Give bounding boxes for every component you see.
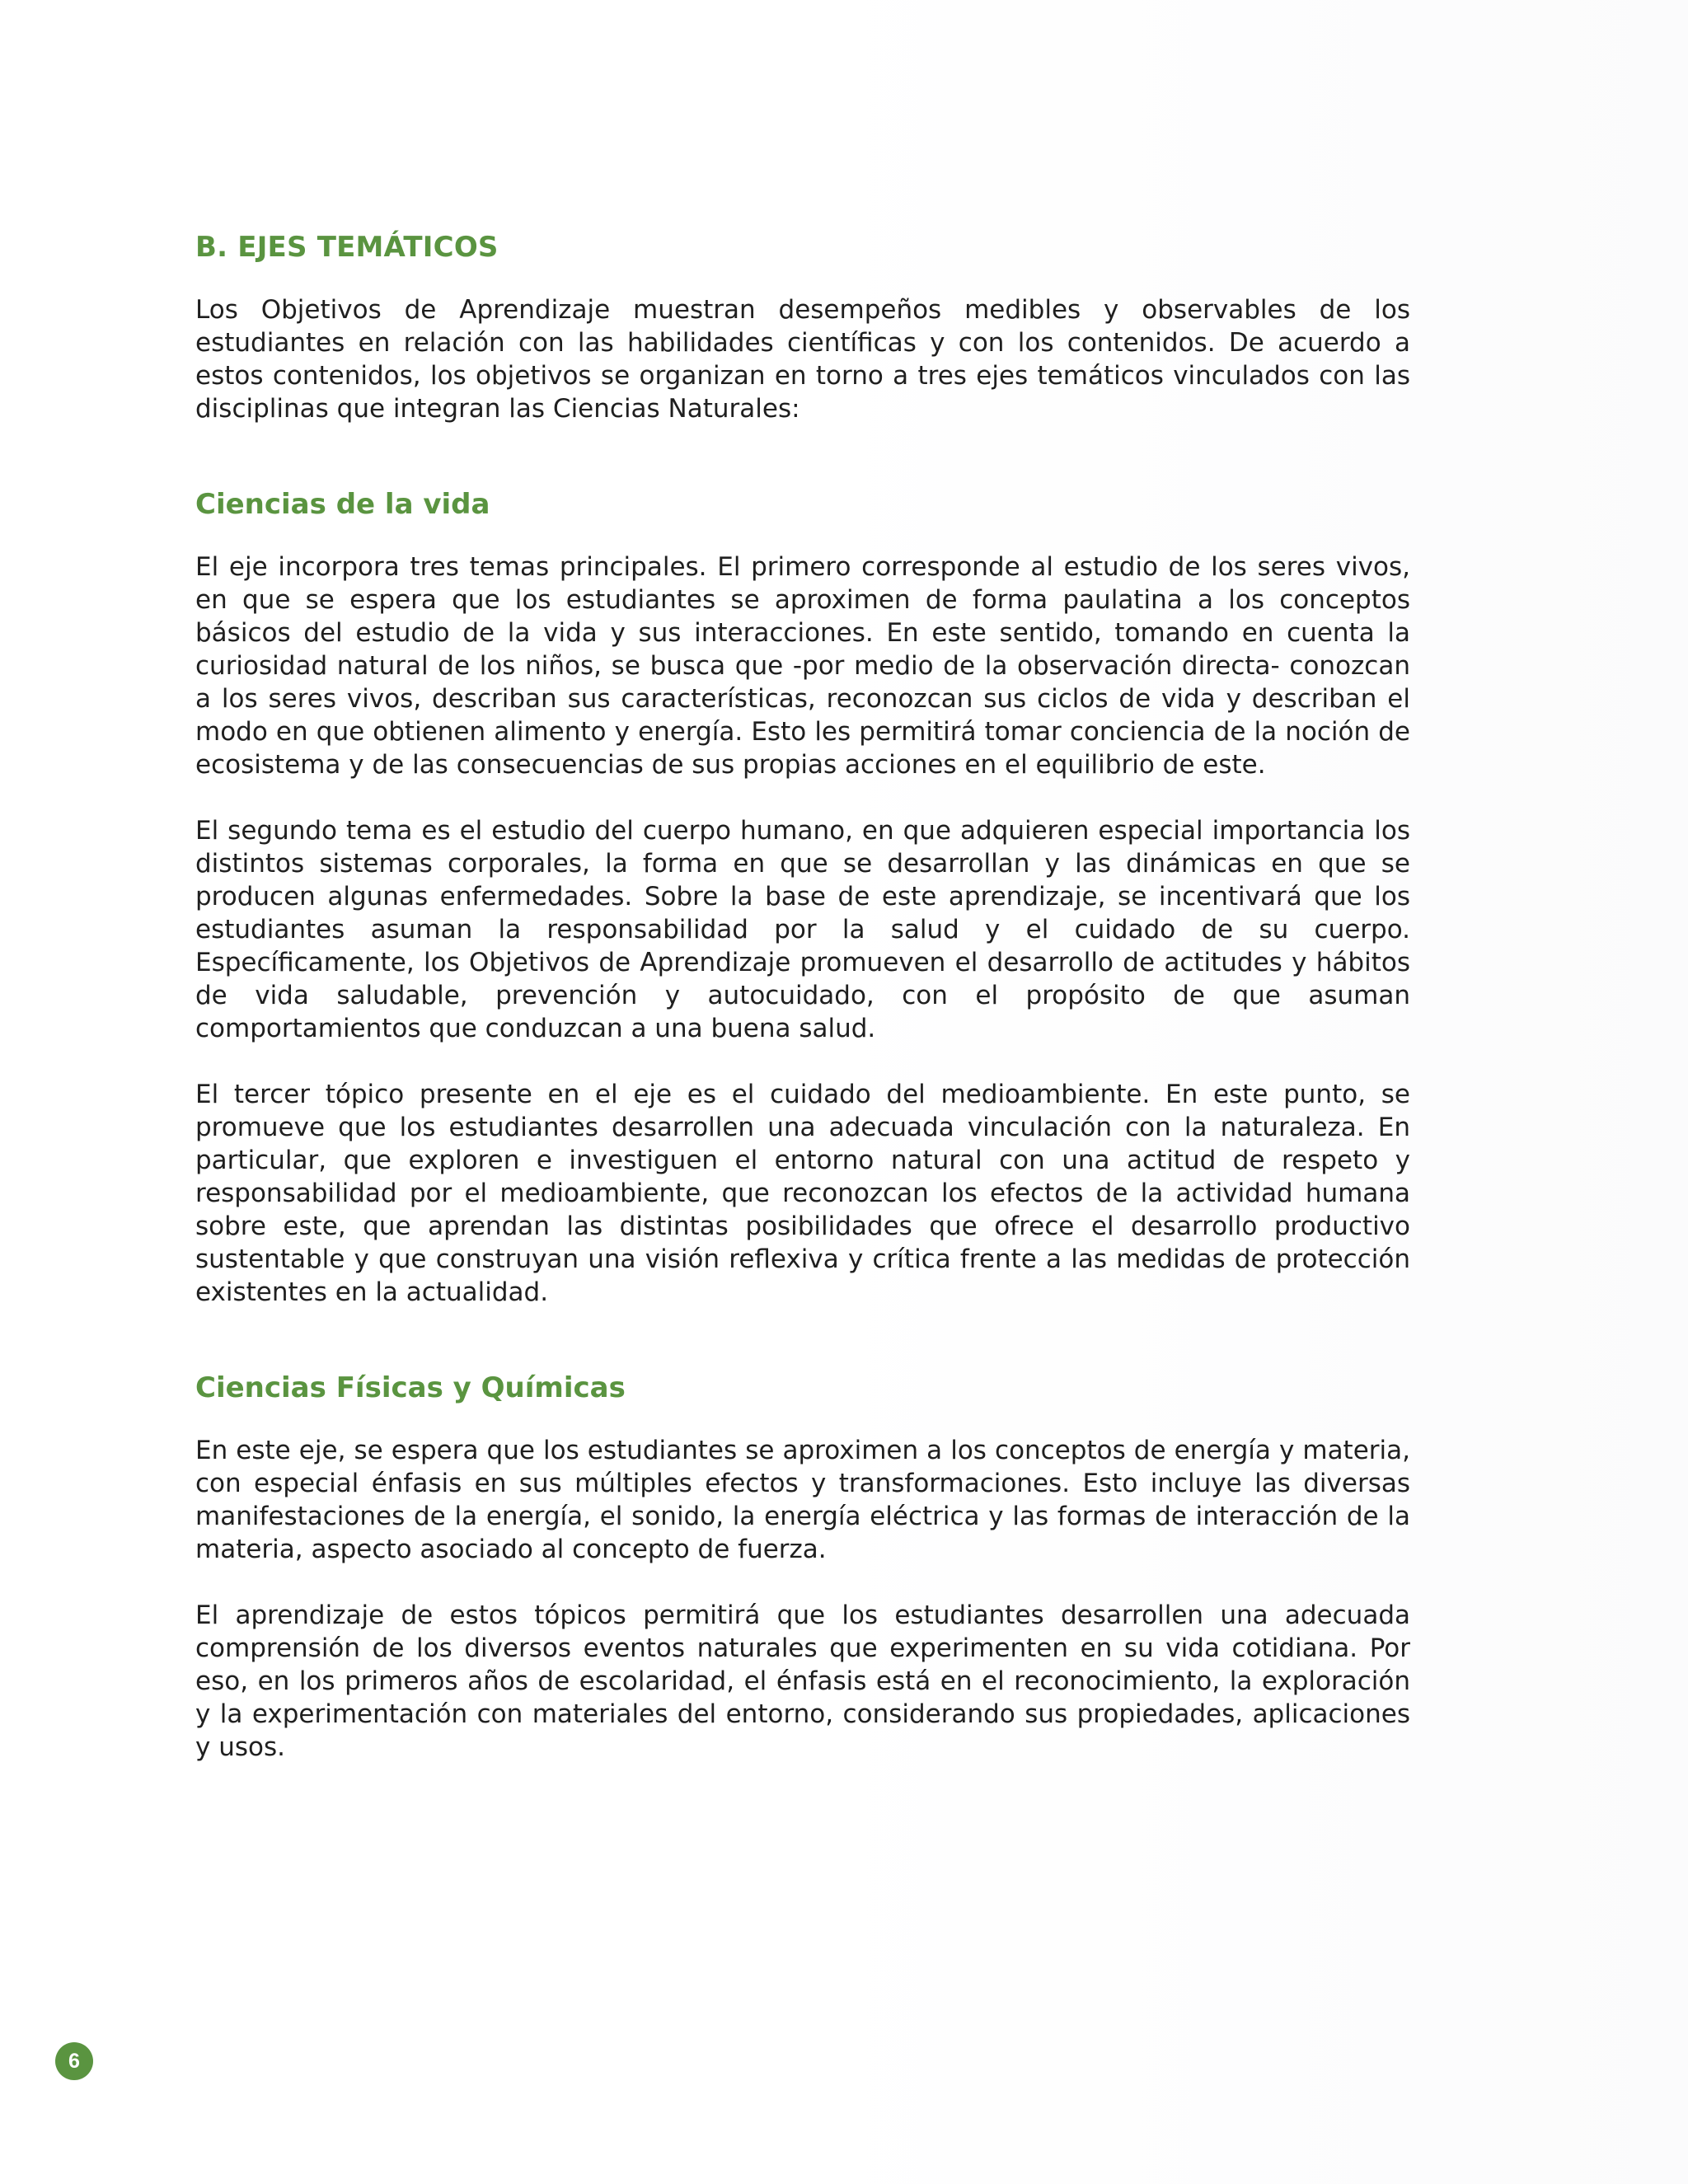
- page-number-badge: 6: [55, 2042, 93, 2080]
- life-sciences-paragraph-3: El tercer tópico presente en el eje es el cuidado del medioambiente. En este punto, se promueve que los estudiantes desarrollen una adecuada vinculación con la naturaleza. En particular, que exploren e investiguen el entorno natural con una actitud de respeto y responsabilidad por el medioambiente, que reconozcan los efectos de la actividad humana sobre este, que aprendan las distintas posibilidades que ofrece el desarrollo productivo sustentable y que construyan una visión reflexiva y crítica frente a las medidas de protección existentes en la actualidad.: [195, 1080, 1410, 1307]
- subsection-title-physical-chemical: Ciencias Físicas y Químicas: [195, 1371, 626, 1404]
- page-content: [195, 227, 1410, 1764]
- physical-chemical-paragraph-2: El aprendizaje de estos tópicos permitirá que los estudiantes desarrollen una adecuada comprensión de los diversos eventos naturales que experimenten en su vida cotidiana. Por eso, en los primeros años de escolaridad, el énfasis está en el reconocimiento, la exploración y la experimentación con materiales del entorno, considerando sus propiedades, aplicaciones y usos.: [195, 1601, 1410, 1762]
- physical-chemical-paragraph-1: En este eje, se espera que los estudiantes se aproximen a los conceptos de energía y materia, con especial énfasis en sus múltiples efectos y transformaciones. Esto incluye las diversas manifestaciones de la energía, el sonido, la energía eléctrica y las formas de interacción de la materia, aspecto asociado al concepto de fuerza.: [195, 1436, 1410, 1564]
- intro-paragraph: Los Objetivos de Aprendizaje muestran desempeños medibles y observables de los estudiantes en relación con las habilidades científicas y con los contenidos. De acuerdo a estos contenidos, los objetivos se organizan en torno a tres ejes temáticos vinculados con las disciplinas que integran las Ciencias Naturales:: [195, 295, 1410, 424]
- subsection-title-life-sciences: Ciencias de la vida: [195, 488, 490, 521]
- life-sciences-paragraph-2: El segundo tema es el estudio del cuerpo humano, en que adquieren especial importancia los distintos sistemas corporales, la forma en que se desarrollan y las dinámicas en que se producen algunas enfermedades. Sobre la base de este aprendizaje, se incentivará que los estudiantes asuman la responsabilidad por la salud y el cuidado de su cuerpo. Específicamente, los Objetivos de Aprendizaje promueven el desarrollo de actitudes y hábitos de vida saludable, prevención y autocuidado, con el propósito de que asuman comportamientos que conduzcan a una buena salud.: [195, 816, 1410, 1043]
- life-sciences-paragraph-1: El eje incorpora tres temas principales. El primero corresponde al estudio de los seres vivos, en que se espera que los estudiantes se aproximen de forma paulatina a los conceptos básicos del estudio de la vida y sus interacciones. En este sentido, tomando en cuenta la curiosidad natural de los niños, se busca que -por medio de la observación directa- conozcan a los seres vivos, describan sus características, reconozcan sus ciclos de vida y describan el modo en que obtienen alimento y energía. Esto les permitirá tomar conciencia de la noción de ecosistema y de las consecuencias de sus propias acciones en el equilibrio de este.: [195, 552, 1410, 780]
- section-title: B. EJES TEMÁTICOS: [195, 231, 499, 264]
